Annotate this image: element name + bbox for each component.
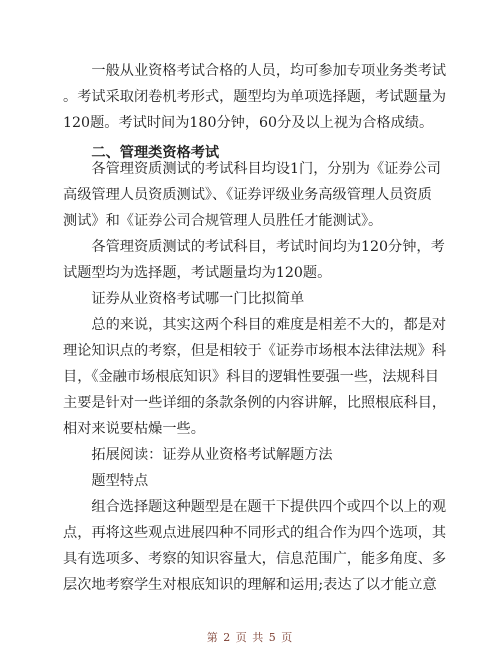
- text-line: 理论知识点的考察，但是相较于《证券市场根本法律法规》科: [63, 343, 447, 359]
- text-line: 层次地考察学生对根底知识的理解和运用;表达了以才能立意: [63, 577, 437, 593]
- text-line: 测试》和《证券公司合规管理人员胜任才能测试》。: [63, 213, 383, 229]
- text-line: 具有选项多、考察的知识容量大，信息范围广，能多角度、多: [63, 551, 447, 567]
- paragraph-combination-questions: [63, 494, 447, 598]
- text-line: 题型特点: [63, 473, 149, 489]
- paragraph-question-type-features: [63, 468, 443, 494]
- text-line: 主要是针对一些详细的条款条例的内容讲解，比照根底科目，: [63, 395, 447, 411]
- text-line: 拓展阅读：证券从业资格考试解题方法: [63, 447, 333, 463]
- text-line: 高级管理人员资质测试》、《证券评级业务高级管理人员资质: [63, 187, 432, 203]
- heading-text: 二、管理类资格考试: [63, 145, 220, 161]
- text-line: 证券从业资格考试哪一门比拟简单: [63, 291, 305, 307]
- paragraph-management-exam-time: [63, 234, 443, 286]
- text-line: 试题型均为选择题，考试题量均为120题。: [63, 265, 332, 281]
- text-line: 总的来说，其实这两个科目的难度是相差不大的，都是对: [63, 317, 447, 333]
- page-number-footer: 第 2 页 共 5 页: [206, 631, 294, 644]
- text-line: 。考试采取闭卷机考形式，题型均为单项选择题，考试题量为: [63, 89, 447, 105]
- text-line: 目，《金融市场根底知识》科目的逻辑性要强一些，法规科目: [63, 369, 439, 385]
- paragraph-management-subjects: [63, 156, 443, 234]
- paragraph-general-qualification: [63, 58, 447, 136]
- paragraph-which-is-easier: [63, 286, 443, 312]
- text-line: 相对来说要枯燥一些。: [63, 421, 205, 437]
- paragraph-extended-reading: [63, 442, 443, 468]
- text-line: 点，再将这些观点进展四种不同形式的组合作为四个选项，其: [63, 525, 447, 541]
- text-line: 120题。考试时间为180分钟，60分及以上视为合格成绩。: [63, 115, 434, 131]
- paragraph-difficulty-comparison: [63, 312, 447, 442]
- text-line: 一般从业资格考试合格的人员，均可参加专项业务类考试: [63, 63, 447, 79]
- text-line: 组合选择题这种题型是在题干下提供四个或四个以上的观: [63, 499, 447, 515]
- text-line: 各管理资质测试的考试科目，考试时间均为120分钟，考: [63, 239, 445, 255]
- text-line: 各管理资质测试的考试科目均设1门，分别为《证券公司: [63, 161, 441, 177]
